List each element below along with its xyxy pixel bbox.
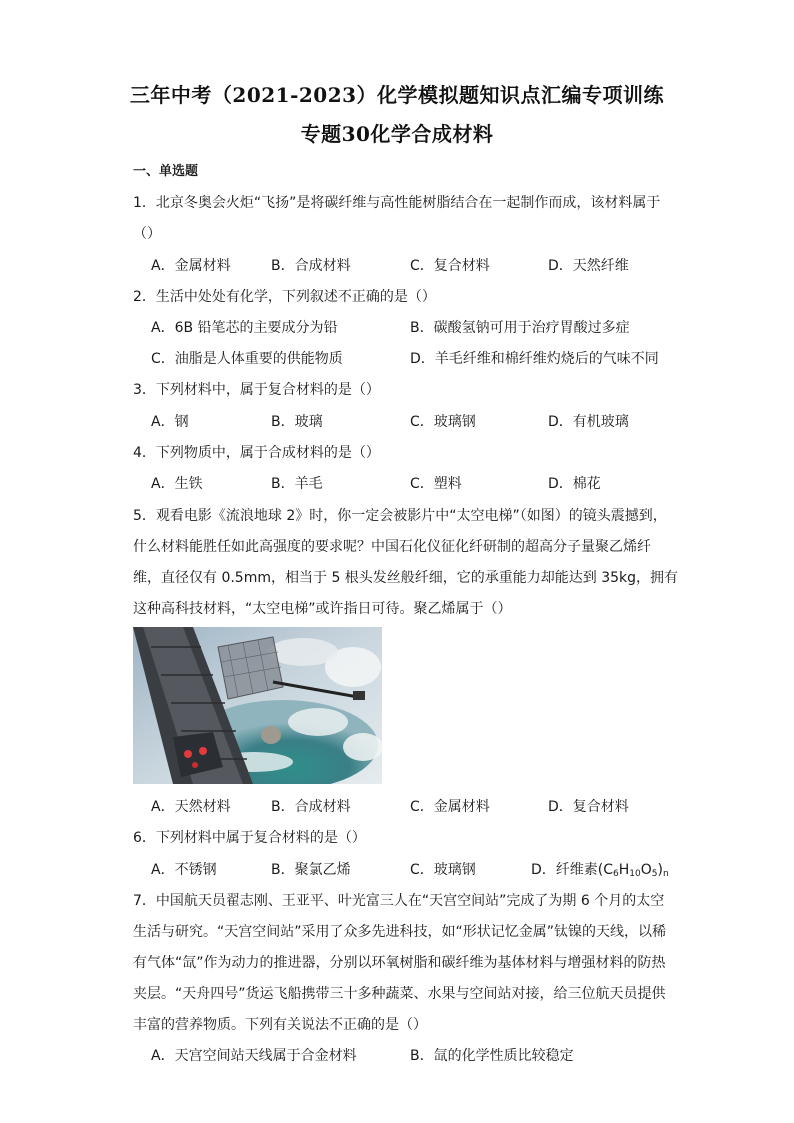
q5-option-b: B．合成材料 (271, 799, 351, 815)
q4-option-b: B．羊毛 (271, 476, 323, 492)
doc-subtitle: 专题30化学合成材料 (300, 122, 494, 146)
formula-subscript: n (662, 869, 669, 879)
q7-stem-line4: 夹层。“天舟四号”货运飞船携带三十多种蔬菜、水果与空间站对接，给三位航天员提供 (133, 986, 666, 1002)
q4-option-d: D．棉花 (548, 476, 601, 492)
q1-stem-line2: （） (133, 226, 161, 242)
q4-option-c: C．塑料 (410, 476, 462, 492)
q2-option-d: D．羊毛纤维和棉纤维灼烧后的气味不同 (410, 351, 659, 367)
q7-stem-line3: 有气体“氙”作为动力的推进器，分别以环氧树脂和碳纤维为基体材料与增强材料的防热 (133, 955, 666, 971)
doc-title: 三年中考（2021-2023）化学模拟题知识点汇编专项训练 (129, 83, 665, 107)
q6-option-b: B．聚氯乙烯 (271, 862, 351, 878)
q7-stem-line5: 丰富的营养物质。下列有关说法不正确的是（） (133, 1017, 427, 1033)
q5-option-a: A．天然材料 (151, 799, 231, 815)
q5-stem-line4: 这种高科技材料，“太空电梯”或许指日可待。聚乙烯属于（） (133, 601, 512, 617)
q3-option-a: A．钢 (151, 414, 189, 430)
q4-stem: 4．下列物质中，属于合成材料的是（） (133, 445, 380, 461)
q1-stem-line1: 1．北京冬奥会火炬“飞扬”是将碳纤维与高性能树脂结合在一起制作而成，该材料属于 (133, 195, 661, 211)
q6-option-a: A．不锈钢 (151, 862, 217, 878)
q3-stem: 3．下列材料中，属于复合材料的是（） (133, 382, 380, 398)
q4-option-a: A．生铁 (151, 476, 203, 492)
section-heading: 一、单选题 (133, 164, 199, 179)
q5-option-c: C．金属材料 (410, 799, 490, 815)
q3-option-c: C．玻璃钢 (410, 414, 476, 430)
q5-stem-line1: 5．观看电影《流浪地球 2》时，你一定会被影片中“太空电梯”（如图）的镜头震撼到， (133, 508, 667, 524)
q1-option-b: B．合成材料 (271, 258, 351, 274)
q5-option-d: D．复合材料 (548, 799, 629, 815)
q7-stem-line2: 生活与研究。“天宫空间站”采用了众多先进科技，如“形状记忆金属”钛镍的天线，以稀 (133, 924, 667, 940)
q1-option-a: A．金属材料 (151, 258, 231, 274)
q3-option-b: B．玻璃 (271, 414, 323, 430)
q7-option-a: A．天宫空间站天线属于合金材料 (151, 1048, 357, 1064)
formula-element: O (640, 862, 652, 878)
q5-stem-line3: 维，直径仅有 0.5mm，相当于 5 根头发丝般纤细，它的承重能力却能达到 35kg，拥有 (133, 570, 679, 586)
q7-stem-line1: 7．中国航天员翟志刚、王亚平、叶光富三人在“天宫空间站”完成了为期 6 个月的太空 (133, 893, 665, 909)
q2-stem: 2．生活中处处有化学，下列叙述不正确的是（） (133, 289, 436, 305)
q2-option-b: B．碳酸氢钠可用于治疗胃酸过多症 (410, 320, 630, 336)
q5-stem-line2: 什么材料能胜任如此高强度的要求呢？中国石化仪征化纤研制的超高分子量聚乙烯纤 (133, 539, 651, 555)
q3-option-d: D．有机玻璃 (548, 414, 629, 430)
formula-subscript: 10 (629, 869, 641, 879)
space-elevator-image (133, 627, 382, 784)
q6-option-c: C．玻璃钢 (410, 862, 476, 878)
q1-option-d: D．天然纤维 (548, 258, 629, 274)
formula-close: ) (657, 862, 663, 878)
formula-element: H (618, 862, 630, 878)
q2-option-a: A．6B 铅笔芯的主要成分为铅 (151, 320, 338, 336)
formula-subscript: 6 (613, 869, 619, 879)
q6-option-d (531, 859, 669, 879)
q7-option-b: B．氙的化学性质比较稳定 (410, 1048, 574, 1064)
q6-stem: 6．下列材料中属于复合材料的是（） (133, 830, 366, 846)
q2-option-c: C．油脂是人体重要的供能物质 (151, 351, 343, 367)
q6-option-d-label: D．纤维素(C (531, 862, 614, 878)
formula-subscript: 5 (651, 869, 658, 879)
q1-option-c: C．复合材料 (410, 258, 490, 274)
